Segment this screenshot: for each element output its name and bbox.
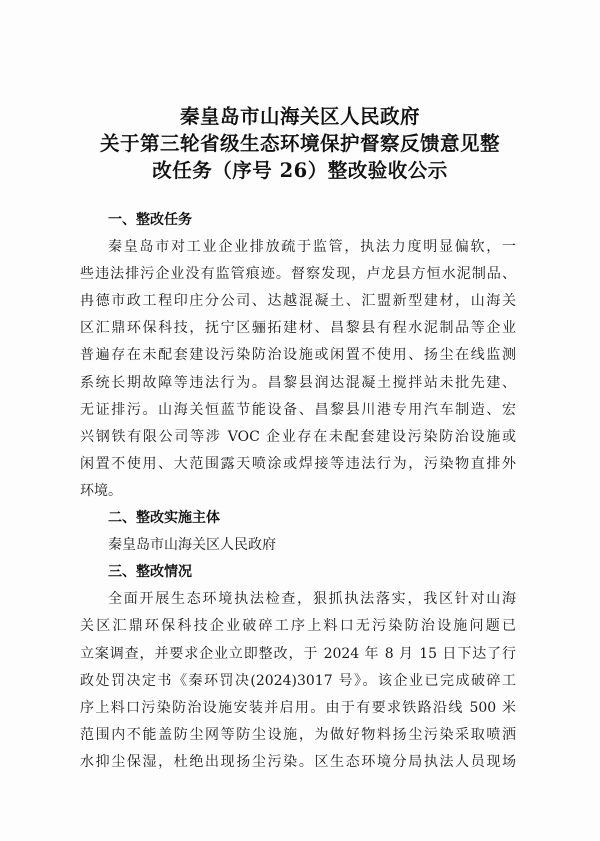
section-1-line: 冉德市政工程印庄分公司、达越混凝土、汇盟新型建材，山海关	[80, 293, 516, 310]
section-1-line: 系统长期故障等违法行为。昌黎县润达混凝土搅拌站未批先建、	[80, 374, 516, 391]
section-3-heading: 三、整改情况	[108, 564, 192, 581]
section-1-line: 闲置不使用、大范围露天喷涂或焊接等违法行为，污染物直排外	[80, 455, 516, 472]
section-3-line: 范围内不能盖防尘网等防尘设施，为做好物料扬尘污染采取喷洒	[80, 726, 516, 743]
section-1-line: 区汇鼎环保科技，抚宁区骊拓建材、昌黎县有程水泥制品等企业	[80, 320, 516, 337]
section-1-line: 兴钢铁有限公司等涉 VOC 企业存在未配套建设污染防治设施或	[80, 428, 516, 445]
title-line-3: 改任务（序号 26）整改验收公示	[152, 159, 448, 182]
section-2-text: 秦皇岛市山海关区人民政府	[108, 537, 276, 554]
section-3-line: 政处罚决定书《秦环罚决(2024)3017 号》。该企业已完成破碎工	[80, 672, 516, 689]
section-1-line: 秦皇岛市对工业企业排放疏于监管，执法力度明显偏软，一	[108, 239, 516, 256]
title-line-1: 秦皇岛市山海关区人民政府	[179, 105, 420, 128]
section-1-line: 无证排污。山海关恒蓝节能设备、昌黎县川港专用汽车制造、宏	[80, 401, 516, 418]
section-1-line: 些违法排污企业没有监管痕迹。督察发现，卢龙县方恒水泥制品、	[80, 266, 516, 283]
section-2-heading: 二、整改实施主体	[108, 510, 220, 527]
document-body	[80, 207, 516, 776]
section-3-line: 立案调查，并要求企业立即整改，于 2024 年 8 月 15 日下达了行	[80, 645, 516, 662]
title-line-2: 关于第三轮省级生态环境保护督察反馈意见整	[99, 132, 500, 155]
section-3-line: 关区汇鼎环保科技企业破碎工序上料口无污染防治设施问题已	[80, 618, 516, 635]
section-1-line: 普遍存在未配套建设污染防治设施或闲置不使用、扬尘在线监测	[80, 347, 516, 364]
section-3-line: 序上料口污染防治设施安装并启用。由于有要求铁路沿线 500 米	[80, 699, 516, 716]
section-1-heading: 一、整改任务	[108, 212, 192, 228]
section-3-line: 水抑尘保湿，杜绝出现扬尘污染。区生态环境分局执法人员现场	[80, 753, 516, 770]
document-title	[70, 103, 530, 184]
section-1-line: 环境。	[80, 482, 122, 499]
section-3-line: 全面开展生态环境执法检查，狠抓执法落实，我区针对山海	[108, 591, 516, 608]
